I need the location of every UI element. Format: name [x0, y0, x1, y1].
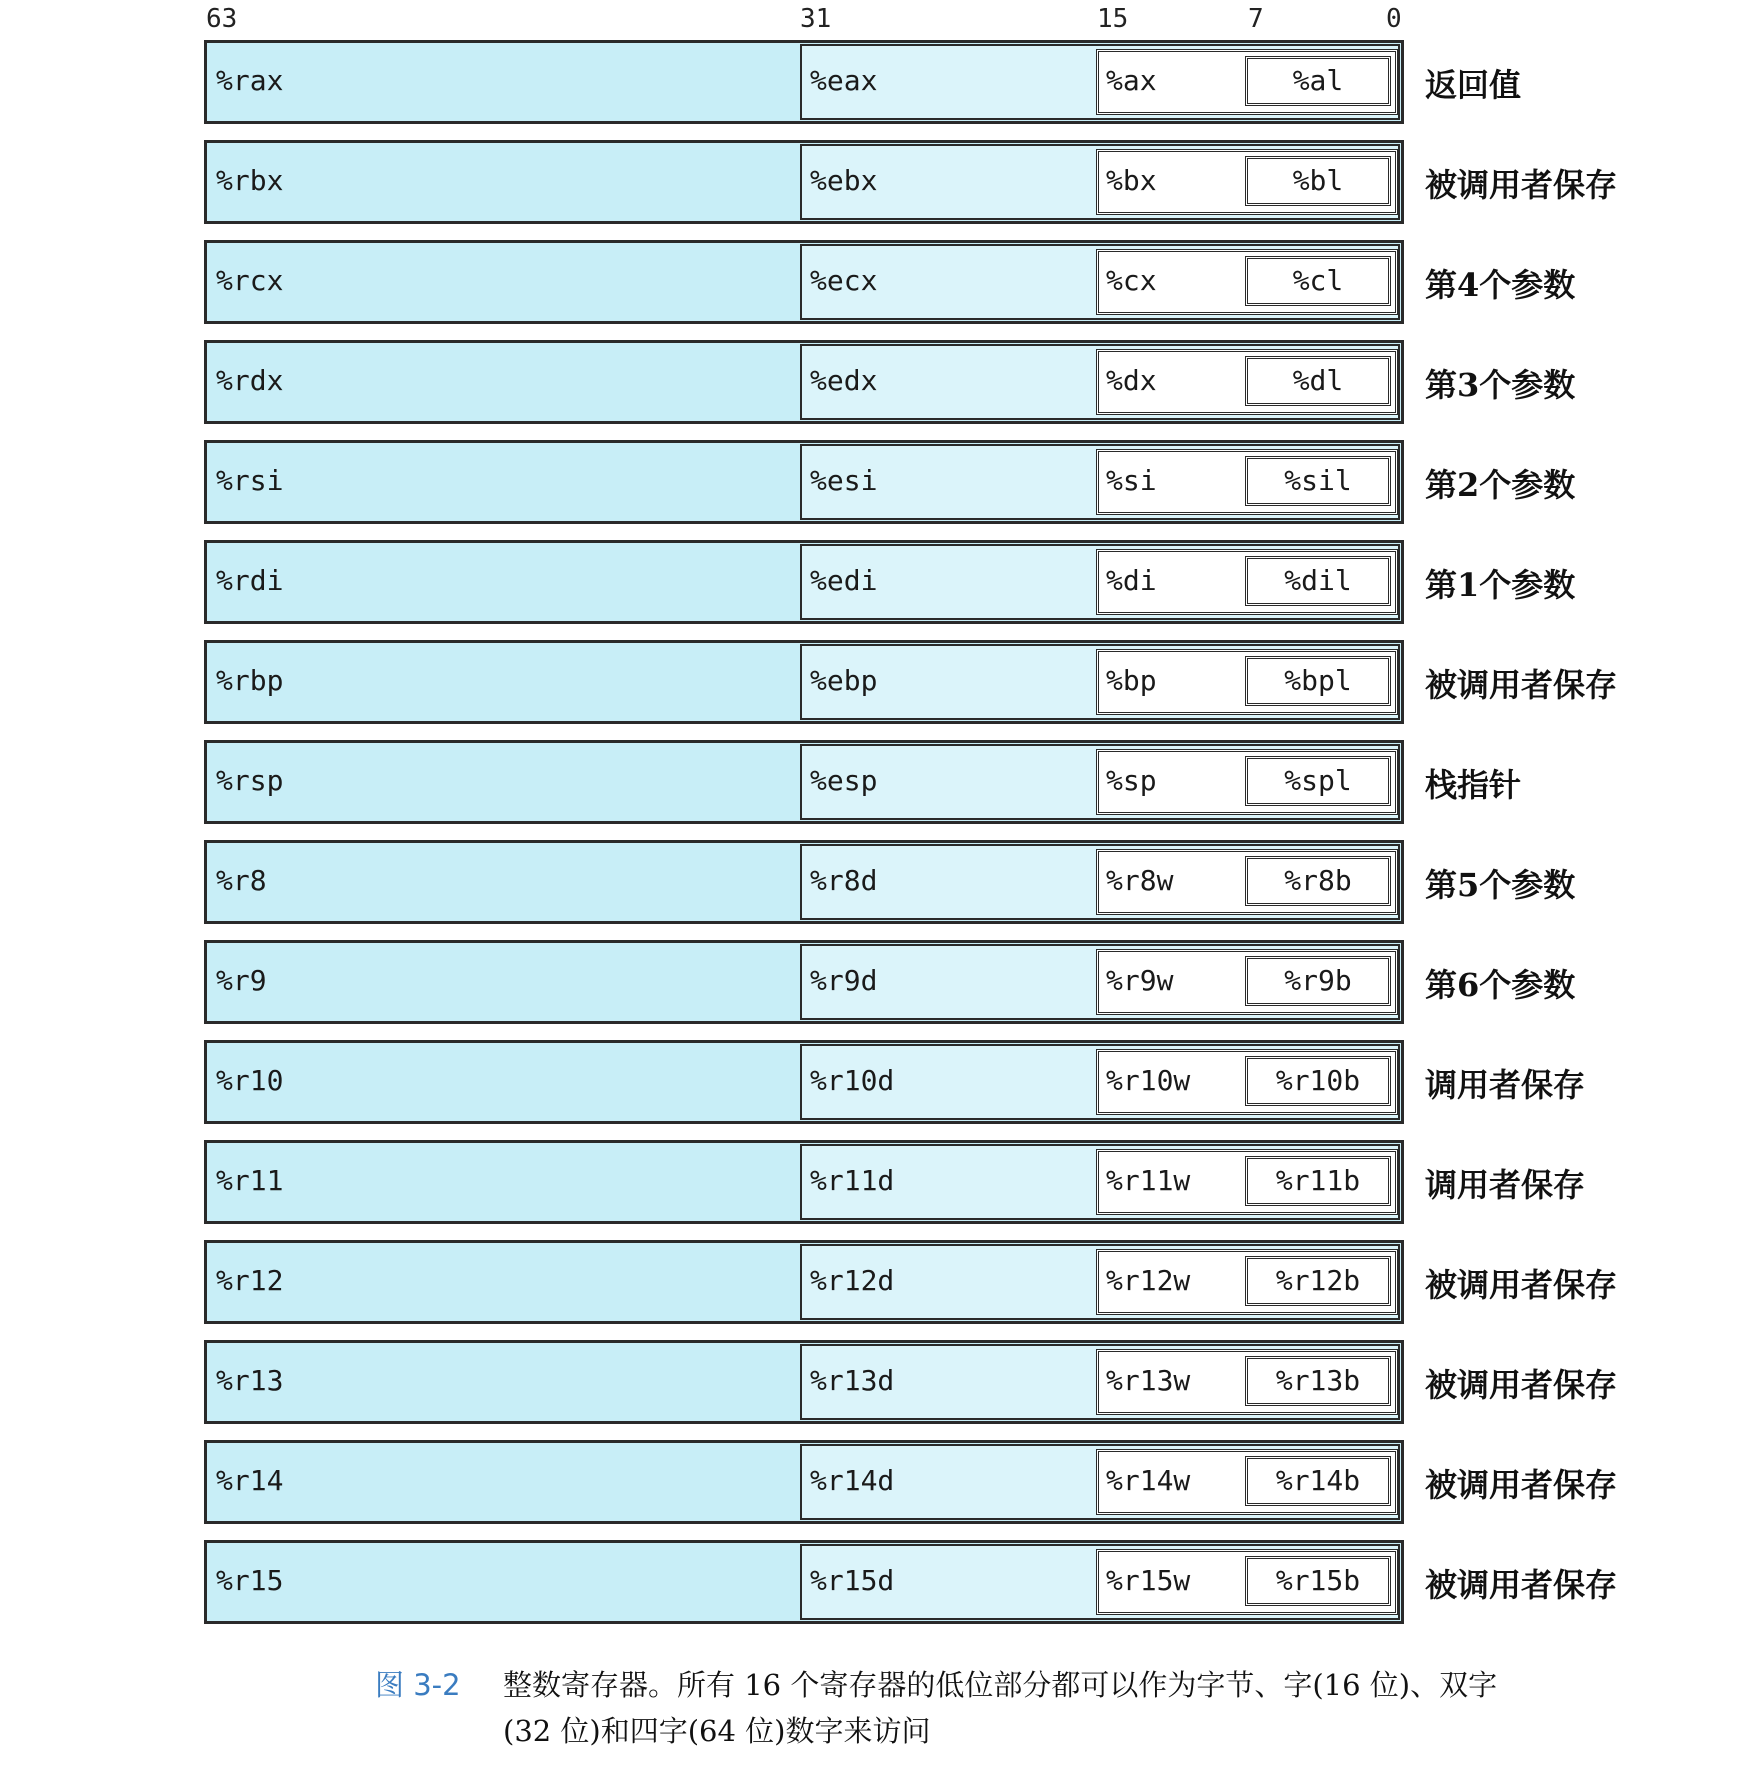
reg16-name: %r12w [1106, 1264, 1191, 1297]
reg32-name: %esp [810, 764, 878, 797]
reg32-name: %edx [810, 364, 878, 397]
register-row [204, 240, 1404, 324]
reg16-name: %sp [1106, 764, 1157, 797]
register-row [204, 640, 1404, 724]
reg8-name: %r15b [1275, 1564, 1361, 1597]
reg32-name: %r13d [810, 1364, 895, 1397]
register-purpose: 栈指针 [1425, 766, 1522, 804]
reg8-name: %bpl [1284, 664, 1352, 697]
reg32-name: %r9d [810, 964, 878, 997]
reg64-name: %r15 [216, 1564, 284, 1597]
register-purpose: 第2个参数 [1425, 466, 1576, 504]
register-purpose: 被调用者保存 [1425, 166, 1618, 204]
reg8-name: %al [1292, 64, 1344, 97]
register-row [204, 1340, 1404, 1424]
register-row [204, 1140, 1404, 1224]
reg64-name: %r14 [216, 1464, 284, 1497]
register-row [204, 740, 1404, 824]
register-purpose: 调用者保存 [1425, 1166, 1586, 1204]
reg16-name: %bp [1106, 664, 1157, 697]
reg16-name: %r13w [1106, 1364, 1191, 1397]
register-row [204, 840, 1404, 924]
register-purpose: 第3个参数 [1425, 366, 1576, 404]
reg8-name: %spl [1284, 764, 1352, 797]
reg64-name: %rbp [216, 664, 284, 697]
register-purpose: 被调用者保存 [1425, 666, 1618, 704]
reg8-name: %r14b [1275, 1464, 1361, 1497]
reg32-name: %ebx [810, 164, 878, 197]
reg32-name: %ebp [810, 664, 878, 697]
reg32-name: %r11d [810, 1164, 895, 1197]
reg32-name: %esi [810, 464, 878, 497]
reg8-name: %dil [1284, 564, 1352, 597]
register-row [204, 540, 1404, 624]
reg16-name: %dx [1106, 364, 1157, 397]
register-purpose: 被调用者保存 [1425, 1366, 1618, 1404]
reg64-name: %rdx [216, 364, 284, 397]
reg16-name: %r10w [1106, 1064, 1191, 1097]
reg16-name: %r14w [1106, 1464, 1191, 1497]
reg8-name: %sil [1284, 464, 1352, 497]
register-row [204, 1540, 1404, 1624]
reg32-name: %eax [810, 64, 878, 97]
register-row [204, 940, 1404, 1024]
reg64-name: %rsp [216, 764, 284, 797]
register-row [204, 140, 1404, 224]
reg64-name: %r12 [216, 1264, 284, 1297]
register-purpose: 被调用者保存 [1425, 1466, 1618, 1504]
reg32-name: %r12d [810, 1264, 895, 1297]
reg8-name: %cl [1292, 264, 1344, 297]
bit-label-15: 15 [1097, 4, 1129, 34]
reg8-name: %r9b [1284, 964, 1352, 997]
reg32-name: %r14d [810, 1464, 895, 1497]
reg32-name: %edi [810, 564, 878, 597]
reg32-name: %r10d [810, 1064, 895, 1097]
register-purpose: 被调用者保存 [1425, 1266, 1618, 1304]
reg8-name: %r12b [1275, 1264, 1361, 1297]
reg16-name: %r11w [1106, 1164, 1191, 1197]
register-purpose: 第6个参数 [1425, 966, 1576, 1004]
reg32-name: %ecx [810, 264, 878, 297]
reg16-name: %r9w [1106, 964, 1174, 997]
reg8-name: %bl [1292, 164, 1344, 197]
reg16-name: %r15w [1106, 1564, 1191, 1597]
register-purpose: 返回值 [1425, 66, 1522, 104]
register-row [204, 40, 1404, 124]
reg64-name: %rax [216, 64, 284, 97]
register-purpose: 被调用者保存 [1425, 1566, 1618, 1604]
reg8-name: %r11b [1275, 1164, 1361, 1197]
reg64-name: %r8 [216, 864, 267, 897]
reg64-name: %r10 [216, 1064, 284, 1097]
reg64-name: %rbx [216, 164, 284, 197]
reg64-name: %r11 [216, 1164, 284, 1197]
register-purpose: 第1个参数 [1425, 566, 1576, 604]
reg64-name: %rcx [216, 264, 284, 297]
reg16-name: %ax [1106, 64, 1157, 97]
reg32-name: %r8d [810, 864, 878, 897]
bit-label-31: 31 [800, 4, 832, 34]
reg16-name: %bx [1106, 164, 1157, 197]
reg16-name: %si [1106, 464, 1157, 497]
register-purpose: 第4个参数 [1425, 266, 1576, 304]
reg8-name: %r13b [1275, 1364, 1361, 1397]
reg8-name: %r8b [1284, 864, 1352, 897]
reg32-name: %r15d [810, 1564, 895, 1597]
register-row [204, 1440, 1404, 1524]
caption-text: 整数寄存器。所有 16 个寄存器的低位部分都可以作为字节、字(16 位)、双字(32 位)和四字(64 位)数字来访问 [503, 1668, 1498, 1748]
reg16-name: %r8w [1106, 864, 1174, 897]
reg16-name: %cx [1106, 264, 1157, 297]
bit-label-63: 63 [206, 4, 238, 34]
bit-label-0: 0 [1386, 4, 1402, 34]
register-row [204, 440, 1404, 524]
register-purpose: 第5个参数 [1425, 866, 1576, 904]
reg64-name: %r13 [216, 1364, 284, 1397]
reg64-name: %rsi [216, 464, 284, 497]
reg64-name: %rdi [216, 564, 284, 597]
caption-number: 图 3-2 [375, 1668, 461, 1702]
register-row [204, 1040, 1404, 1124]
register-row [204, 340, 1404, 424]
reg16-name: %di [1106, 564, 1157, 597]
reg8-name: %dl [1292, 364, 1344, 397]
bit-label-7: 7 [1248, 4, 1264, 34]
register-row [204, 1240, 1404, 1324]
reg8-name: %r10b [1275, 1064, 1361, 1097]
register-purpose: 调用者保存 [1425, 1066, 1586, 1104]
reg64-name: %r9 [216, 964, 267, 997]
